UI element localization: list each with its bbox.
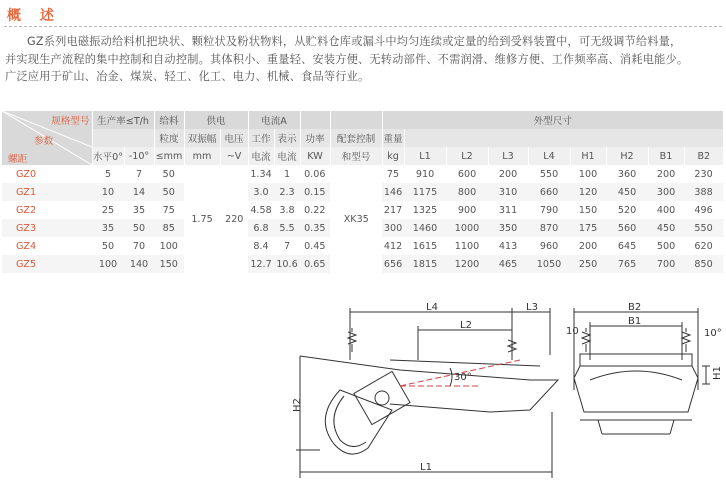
- granularity-header: 粒度: [154, 129, 184, 147]
- L2-header: L2: [446, 147, 488, 165]
- L2-label: L2: [460, 320, 472, 331]
- B1-header: B1: [648, 147, 684, 165]
- side-view: [296, 308, 558, 478]
- minus10-header: -10°: [124, 147, 154, 165]
- L3-header: L3: [488, 147, 528, 165]
- current-header: 电流A: [248, 111, 300, 129]
- H1-label: H1: [712, 366, 723, 380]
- header-row-1: [2, 111, 723, 129]
- header-row-3: [2, 147, 723, 165]
- H2-label: H2: [292, 398, 303, 412]
- disp-unit: 电流: [274, 147, 300, 165]
- control-header: 配套控制: [330, 129, 382, 147]
- spec-table-body: [2, 165, 723, 273]
- table-row: GZ1 10 14 50 3.0 2.3 0.15 146 1175 800 310 660 120 450 300 388: [2, 183, 723, 201]
- display-current-header: 表示: [274, 129, 300, 147]
- title-divider: [4, 26, 722, 28]
- feed-header: 给料: [154, 111, 184, 129]
- section-title: 概 述: [7, 8, 61, 24]
- H2-header: H2: [606, 147, 648, 165]
- angle-label: 30°: [454, 372, 472, 383]
- pitch-label: 螺距: [8, 154, 28, 165]
- L3-label: L3: [526, 302, 538, 313]
- table-row: GZ2 25 35 75 4.58 3.8 0.22 217 1325 900 311 790 150 520 400 496: [2, 201, 723, 219]
- intro-line-3: 广泛应用于矿山、冶金、煤炭、轻工、化工、电力、机械、食品等行业。: [5, 70, 370, 83]
- param-label: 参数: [34, 136, 54, 147]
- double-amp-header: 双振幅: [184, 129, 220, 147]
- amplitude-merged: 1.75: [184, 165, 220, 273]
- power-kw-header: 功率: [300, 129, 330, 147]
- B2-header: B2: [684, 147, 723, 165]
- B1-label: B1: [628, 316, 642, 327]
- table-corner: [2, 111, 92, 165]
- B2-label: B2: [628, 302, 642, 313]
- tab-10-label: 10: [566, 326, 579, 337]
- angle-10-label: 10°: [704, 328, 722, 339]
- intro-paragraph: [5, 33, 721, 86]
- table-row: GZ5 100 140 150 12.7 10.6 0.65 656 1815 1200 465 1050 250 765 700 850: [2, 255, 723, 273]
- spec-table: [2, 111, 723, 273]
- table-row: GZ0 5 7 50 1.75 220 1.34 1 0.06 XK35 75 910 600 200 550 100 360 200 230: [2, 165, 723, 183]
- table-row: GZ4 50 70 100 8.4 7 0.45 412 1615 1100 413 960 200 645 500 620: [2, 237, 723, 255]
- work-unit: 电流: [248, 147, 274, 165]
- volt-unit: ~V: [220, 147, 248, 165]
- intro-line-1: GZ系列电磁振动给料机把块状、颗粒状及粉状物料，从贮料仓库或漏斗中均匀连续或定量的给到受料装置中，可无级调节给料量，: [27, 35, 682, 48]
- L4-header: L4: [528, 147, 570, 165]
- control-merged: XK35: [330, 165, 382, 273]
- capacity-header: 生产率≤T/h: [92, 111, 154, 129]
- weight-header: 重量: [382, 129, 404, 147]
- L1-label: L1: [420, 462, 432, 473]
- kw-unit: KW: [300, 147, 330, 165]
- kg-unit: kg: [382, 147, 404, 165]
- model-label: 规格型号: [51, 116, 90, 127]
- power-supply-header: 供电: [184, 111, 248, 129]
- model-unit: 和型号: [330, 147, 382, 165]
- voltage-header: 电压: [220, 129, 248, 147]
- L1-header: L1: [404, 147, 446, 165]
- L4-label: L4: [426, 302, 438, 313]
- header-row-2: [2, 129, 723, 147]
- gran-unit: ≤mm: [154, 147, 184, 165]
- voltage-merged: 220: [220, 165, 248, 273]
- table-row: GZ3 35 50 85 6.8 5.5 0.35 300 1460 1000 350 870 175 560 450 550: [2, 219, 723, 237]
- front-view: [574, 308, 710, 434]
- dimensions-header: 外型尺寸: [382, 111, 723, 129]
- technical-drawing: [290, 300, 726, 484]
- working-current-header: 工作: [248, 129, 274, 147]
- intro-line-2: 并实现生产流程的集中控制和自动控制。其体积小、重量轻、安装方便、无转动部件、不需润滑、维修方便、工作频率高、消耗电能少。: [5, 52, 689, 66]
- amp-unit: mm: [184, 147, 220, 165]
- horizontal-header: 水平0°: [92, 147, 124, 165]
- H1-header: H1: [570, 147, 606, 165]
